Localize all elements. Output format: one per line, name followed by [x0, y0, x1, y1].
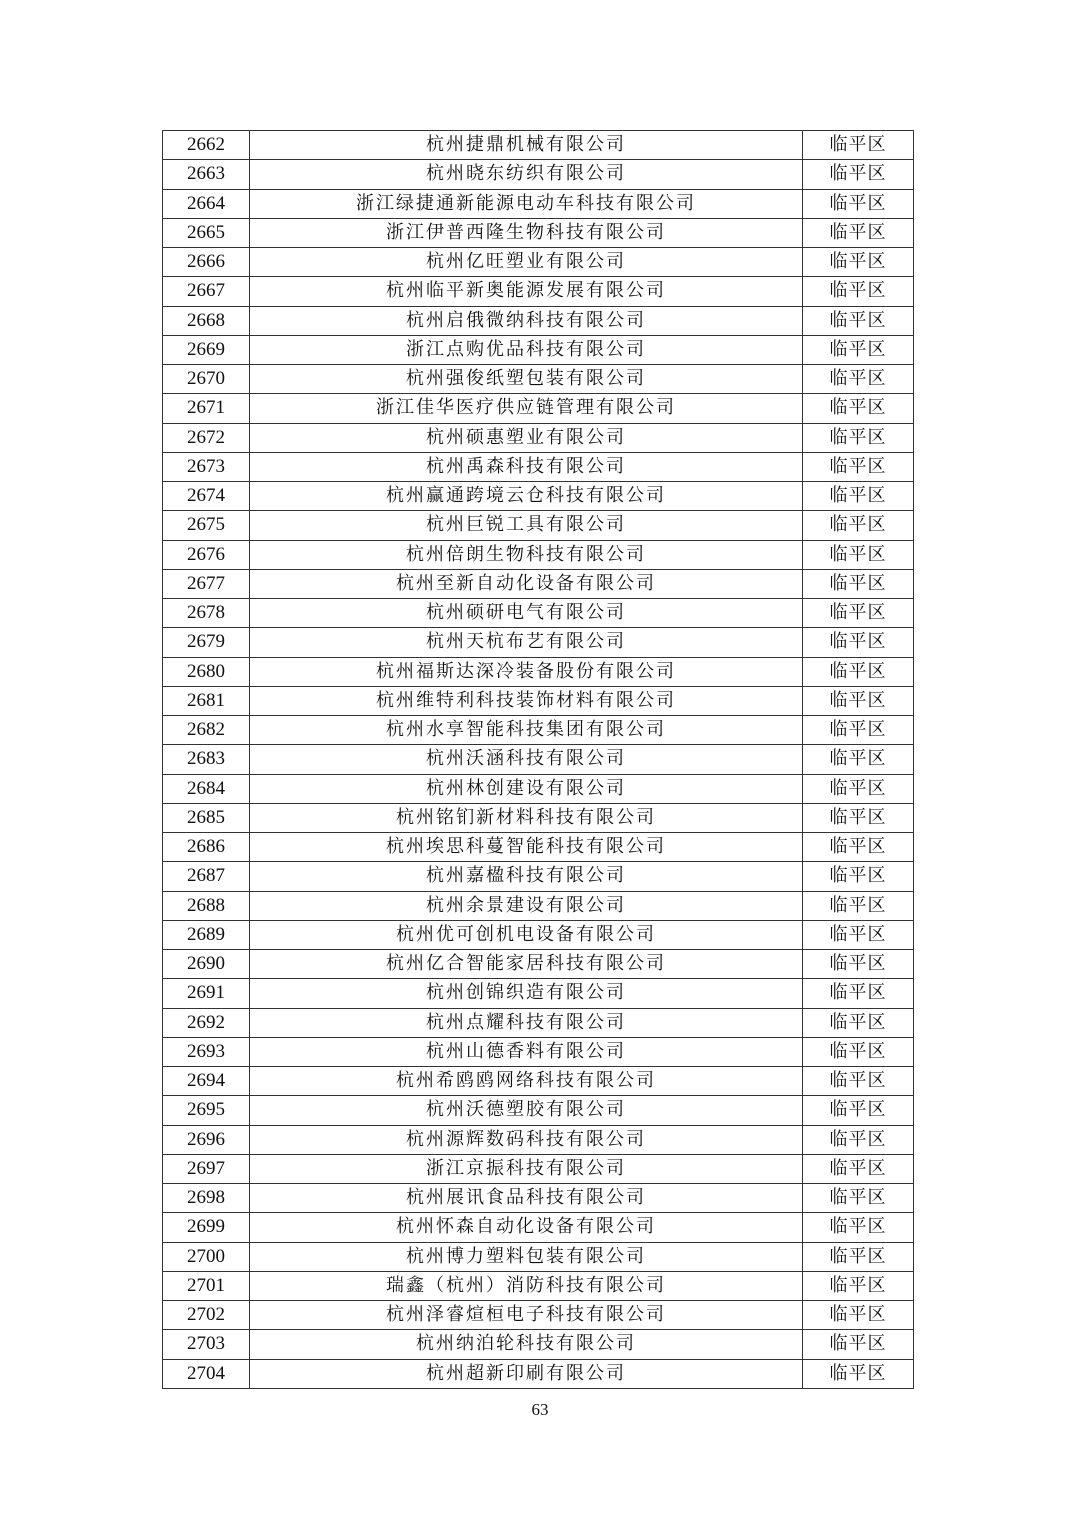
row-number-cell: 2677: [163, 569, 250, 598]
row-number-cell: 2704: [163, 1359, 250, 1388]
company-name-cell: 杭州禹森科技有限公司: [250, 452, 803, 481]
table-row: [163, 569, 914, 598]
table-row: [163, 1037, 914, 1066]
district-cell: 临平区: [803, 1242, 914, 1271]
page-number: 63: [531, 1400, 549, 1419]
table-row: [163, 686, 914, 715]
company-table-body: [163, 131, 914, 1389]
row-number-cell: 2697: [163, 1154, 250, 1183]
row-number-cell: 2676: [163, 540, 250, 569]
table-row: [163, 891, 914, 920]
district-cell: 临平区: [803, 891, 914, 920]
table-row: [163, 218, 914, 247]
table-row: [163, 1242, 914, 1271]
company-name-cell: 杭州沃涵科技有限公司: [250, 745, 803, 774]
table-row: [163, 423, 914, 452]
table-row: [163, 452, 914, 481]
table-row: [163, 979, 914, 1008]
company-name-cell: 杭州水享智能科技集团有限公司: [250, 716, 803, 745]
district-cell: 临平区: [803, 569, 914, 598]
company-name-cell: 杭州硕惠塑业有限公司: [250, 423, 803, 452]
row-number-cell: 2681: [163, 686, 250, 715]
row-number-cell: 2695: [163, 1096, 250, 1125]
row-number-cell: 2699: [163, 1213, 250, 1242]
table-row: [163, 394, 914, 423]
company-name-cell: 杭州福斯达深冷装备股份有限公司: [250, 657, 803, 686]
row-number-cell: 2673: [163, 452, 250, 481]
company-name-cell: 杭州博力塑料包装有限公司: [250, 1242, 803, 1271]
district-cell: 临平区: [803, 599, 914, 628]
row-number-cell: 2686: [163, 833, 250, 862]
table-row: [163, 745, 914, 774]
row-number-cell: 2671: [163, 394, 250, 423]
row-number-cell: 2688: [163, 891, 250, 920]
company-name-cell: 浙江绿捷通新能源电动车科技有限公司: [250, 189, 803, 218]
district-cell: 临平区: [803, 423, 914, 452]
table-row: [163, 248, 914, 277]
company-name-cell: 杭州临平新奥能源发展有限公司: [250, 277, 803, 306]
table-row: [163, 1125, 914, 1154]
district-cell: 临平区: [803, 1301, 914, 1330]
company-table: [162, 130, 914, 1389]
row-number-cell: 2692: [163, 1008, 250, 1037]
district-cell: 临平区: [803, 365, 914, 394]
company-name-cell: 杭州维特利科技装饰材料有限公司: [250, 686, 803, 715]
company-name-cell: 杭州余景建设有限公司: [250, 891, 803, 920]
district-cell: 临平区: [803, 745, 914, 774]
row-number-cell: 2665: [163, 218, 250, 247]
table-row: [163, 1330, 914, 1359]
row-number-cell: 2662: [163, 131, 250, 160]
company-name-cell: 杭州嘉楹科技有限公司: [250, 862, 803, 891]
table-row: [163, 803, 914, 832]
table-row: [163, 1301, 914, 1330]
table-row: [163, 1271, 914, 1300]
district-cell: 临平区: [803, 833, 914, 862]
table-row: [163, 277, 914, 306]
district-cell: 临平区: [803, 979, 914, 1008]
district-cell: 临平区: [803, 657, 914, 686]
row-number-cell: 2685: [163, 803, 250, 832]
district-cell: 临平区: [803, 1213, 914, 1242]
row-number-cell: 2669: [163, 335, 250, 364]
company-name-cell: 杭州亿旺塑业有限公司: [250, 248, 803, 277]
company-name-cell: 杭州铭钔新材料科技有限公司: [250, 803, 803, 832]
company-name-cell: 杭州倍朗生物科技有限公司: [250, 540, 803, 569]
row-number-cell: 2663: [163, 160, 250, 189]
district-cell: 临平区: [803, 131, 914, 160]
row-number-cell: 2689: [163, 920, 250, 949]
row-number-cell: 2674: [163, 482, 250, 511]
district-cell: 临平区: [803, 716, 914, 745]
row-number-cell: 2700: [163, 1242, 250, 1271]
company-name-cell: 杭州至新自动化设备有限公司: [250, 569, 803, 598]
district-cell: 临平区: [803, 1125, 914, 1154]
district-cell: 临平区: [803, 1184, 914, 1213]
district-cell: 临平区: [803, 218, 914, 247]
table-row: [163, 774, 914, 803]
table-row: [163, 716, 914, 745]
table-row: [163, 833, 914, 862]
row-number-cell: 2670: [163, 365, 250, 394]
table-row: [163, 160, 914, 189]
table-row: [163, 482, 914, 511]
district-cell: 临平区: [803, 920, 914, 949]
table-row: [163, 599, 914, 628]
company-name-cell: 杭州泽睿煊桓电子科技有限公司: [250, 1301, 803, 1330]
district-cell: 临平区: [803, 628, 914, 657]
district-cell: 临平区: [803, 686, 914, 715]
district-cell: 临平区: [803, 335, 914, 364]
district-cell: 临平区: [803, 248, 914, 277]
row-number-cell: 2694: [163, 1067, 250, 1096]
row-number-cell: 2703: [163, 1330, 250, 1359]
company-name-cell: 杭州硕研电气有限公司: [250, 599, 803, 628]
district-cell: 临平区: [803, 160, 914, 189]
company-name-cell: 浙江京振科技有限公司: [250, 1154, 803, 1183]
row-number-cell: 2666: [163, 248, 250, 277]
company-name-cell: 杭州纳泊轮科技有限公司: [250, 1330, 803, 1359]
district-cell: 临平区: [803, 950, 914, 979]
company-name-cell: 杭州展讯食品科技有限公司: [250, 1184, 803, 1213]
district-cell: 临平区: [803, 1330, 914, 1359]
table-row: [163, 1096, 914, 1125]
company-name-cell: 杭州天杭布艺有限公司: [250, 628, 803, 657]
district-cell: 临平区: [803, 1359, 914, 1388]
row-number-cell: 2702: [163, 1301, 250, 1330]
table-row: [163, 1008, 914, 1037]
district-cell: 临平区: [803, 1037, 914, 1066]
row-number-cell: 2664: [163, 189, 250, 218]
district-cell: 临平区: [803, 1008, 914, 1037]
district-cell: 临平区: [803, 1096, 914, 1125]
company-name-cell: 杭州林创建设有限公司: [250, 774, 803, 803]
table-row: [163, 862, 914, 891]
row-number-cell: 2691: [163, 979, 250, 1008]
row-number-cell: 2696: [163, 1125, 250, 1154]
table-row: [163, 1154, 914, 1183]
table-row: [163, 920, 914, 949]
district-cell: 临平区: [803, 452, 914, 481]
company-name-cell: 杭州怀森自动化设备有限公司: [250, 1213, 803, 1242]
row-number-cell: 2678: [163, 599, 250, 628]
table-row: [163, 950, 914, 979]
company-name-cell: 杭州点耀科技有限公司: [250, 1008, 803, 1037]
row-number-cell: 2668: [163, 306, 250, 335]
district-cell: 临平区: [803, 540, 914, 569]
row-number-cell: 2687: [163, 862, 250, 891]
row-number-cell: 2693: [163, 1037, 250, 1066]
company-name-cell: 杭州强俊纸塑包装有限公司: [250, 365, 803, 394]
company-name-cell: 杭州亿合智能家居科技有限公司: [250, 950, 803, 979]
district-cell: 临平区: [803, 1067, 914, 1096]
table-row: [163, 540, 914, 569]
district-cell: 临平区: [803, 277, 914, 306]
row-number-cell: 2679: [163, 628, 250, 657]
row-number-cell: 2690: [163, 950, 250, 979]
company-name-cell: 浙江佳华医疗供应链管理有限公司: [250, 394, 803, 423]
row-number-cell: 2675: [163, 511, 250, 540]
district-cell: 临平区: [803, 774, 914, 803]
district-cell: 临平区: [803, 862, 914, 891]
table-row: [163, 1213, 914, 1242]
district-cell: 临平区: [803, 511, 914, 540]
company-name-cell: 杭州山德香料有限公司: [250, 1037, 803, 1066]
company-name-cell: 杭州超新印刷有限公司: [250, 1359, 803, 1388]
table-row: [163, 1184, 914, 1213]
row-number-cell: 2682: [163, 716, 250, 745]
table-row: [163, 1359, 914, 1388]
district-cell: 临平区: [803, 306, 914, 335]
table-row: [163, 131, 914, 160]
district-cell: 临平区: [803, 394, 914, 423]
company-name-cell: 杭州埃思科蔓智能科技有限公司: [250, 833, 803, 862]
table-row: [163, 189, 914, 218]
company-name-cell: 浙江伊普西隆生物科技有限公司: [250, 218, 803, 247]
company-name-cell: 杭州晓东纺织有限公司: [250, 160, 803, 189]
district-cell: 临平区: [803, 1154, 914, 1183]
company-name-cell: 杭州创锦织造有限公司: [250, 979, 803, 1008]
table-row: [163, 511, 914, 540]
company-name-cell: 杭州启俄微纳科技有限公司: [250, 306, 803, 335]
row-number-cell: 2684: [163, 774, 250, 803]
company-name-cell: 杭州沃德塑胶有限公司: [250, 1096, 803, 1125]
company-name-cell: 杭州源辉数码科技有限公司: [250, 1125, 803, 1154]
company-name-cell: 瑞鑫（杭州）消防科技有限公司: [250, 1271, 803, 1300]
row-number-cell: 2672: [163, 423, 250, 452]
district-cell: 临平区: [803, 1271, 914, 1300]
company-name-cell: 杭州优可创机电设备有限公司: [250, 920, 803, 949]
company-name-cell: 杭州捷鼎机械有限公司: [250, 131, 803, 160]
table-row: [163, 306, 914, 335]
table-row: [163, 335, 914, 364]
company-name-cell: 杭州希鸥鸥网络科技有限公司: [250, 1067, 803, 1096]
district-cell: 临平区: [803, 189, 914, 218]
table-row: [163, 657, 914, 686]
company-name-cell: 杭州赢通跨境云仓科技有限公司: [250, 482, 803, 511]
table-row: [163, 628, 914, 657]
district-cell: 临平区: [803, 482, 914, 511]
row-number-cell: 2701: [163, 1271, 250, 1300]
row-number-cell: 2683: [163, 745, 250, 774]
company-name-cell: 浙江点购优品科技有限公司: [250, 335, 803, 364]
row-number-cell: 2680: [163, 657, 250, 686]
table-row: [163, 365, 914, 394]
row-number-cell: 2698: [163, 1184, 250, 1213]
table-row: [163, 1067, 914, 1096]
row-number-cell: 2667: [163, 277, 250, 306]
district-cell: 临平区: [803, 803, 914, 832]
company-name-cell: 杭州巨锐工具有限公司: [250, 511, 803, 540]
